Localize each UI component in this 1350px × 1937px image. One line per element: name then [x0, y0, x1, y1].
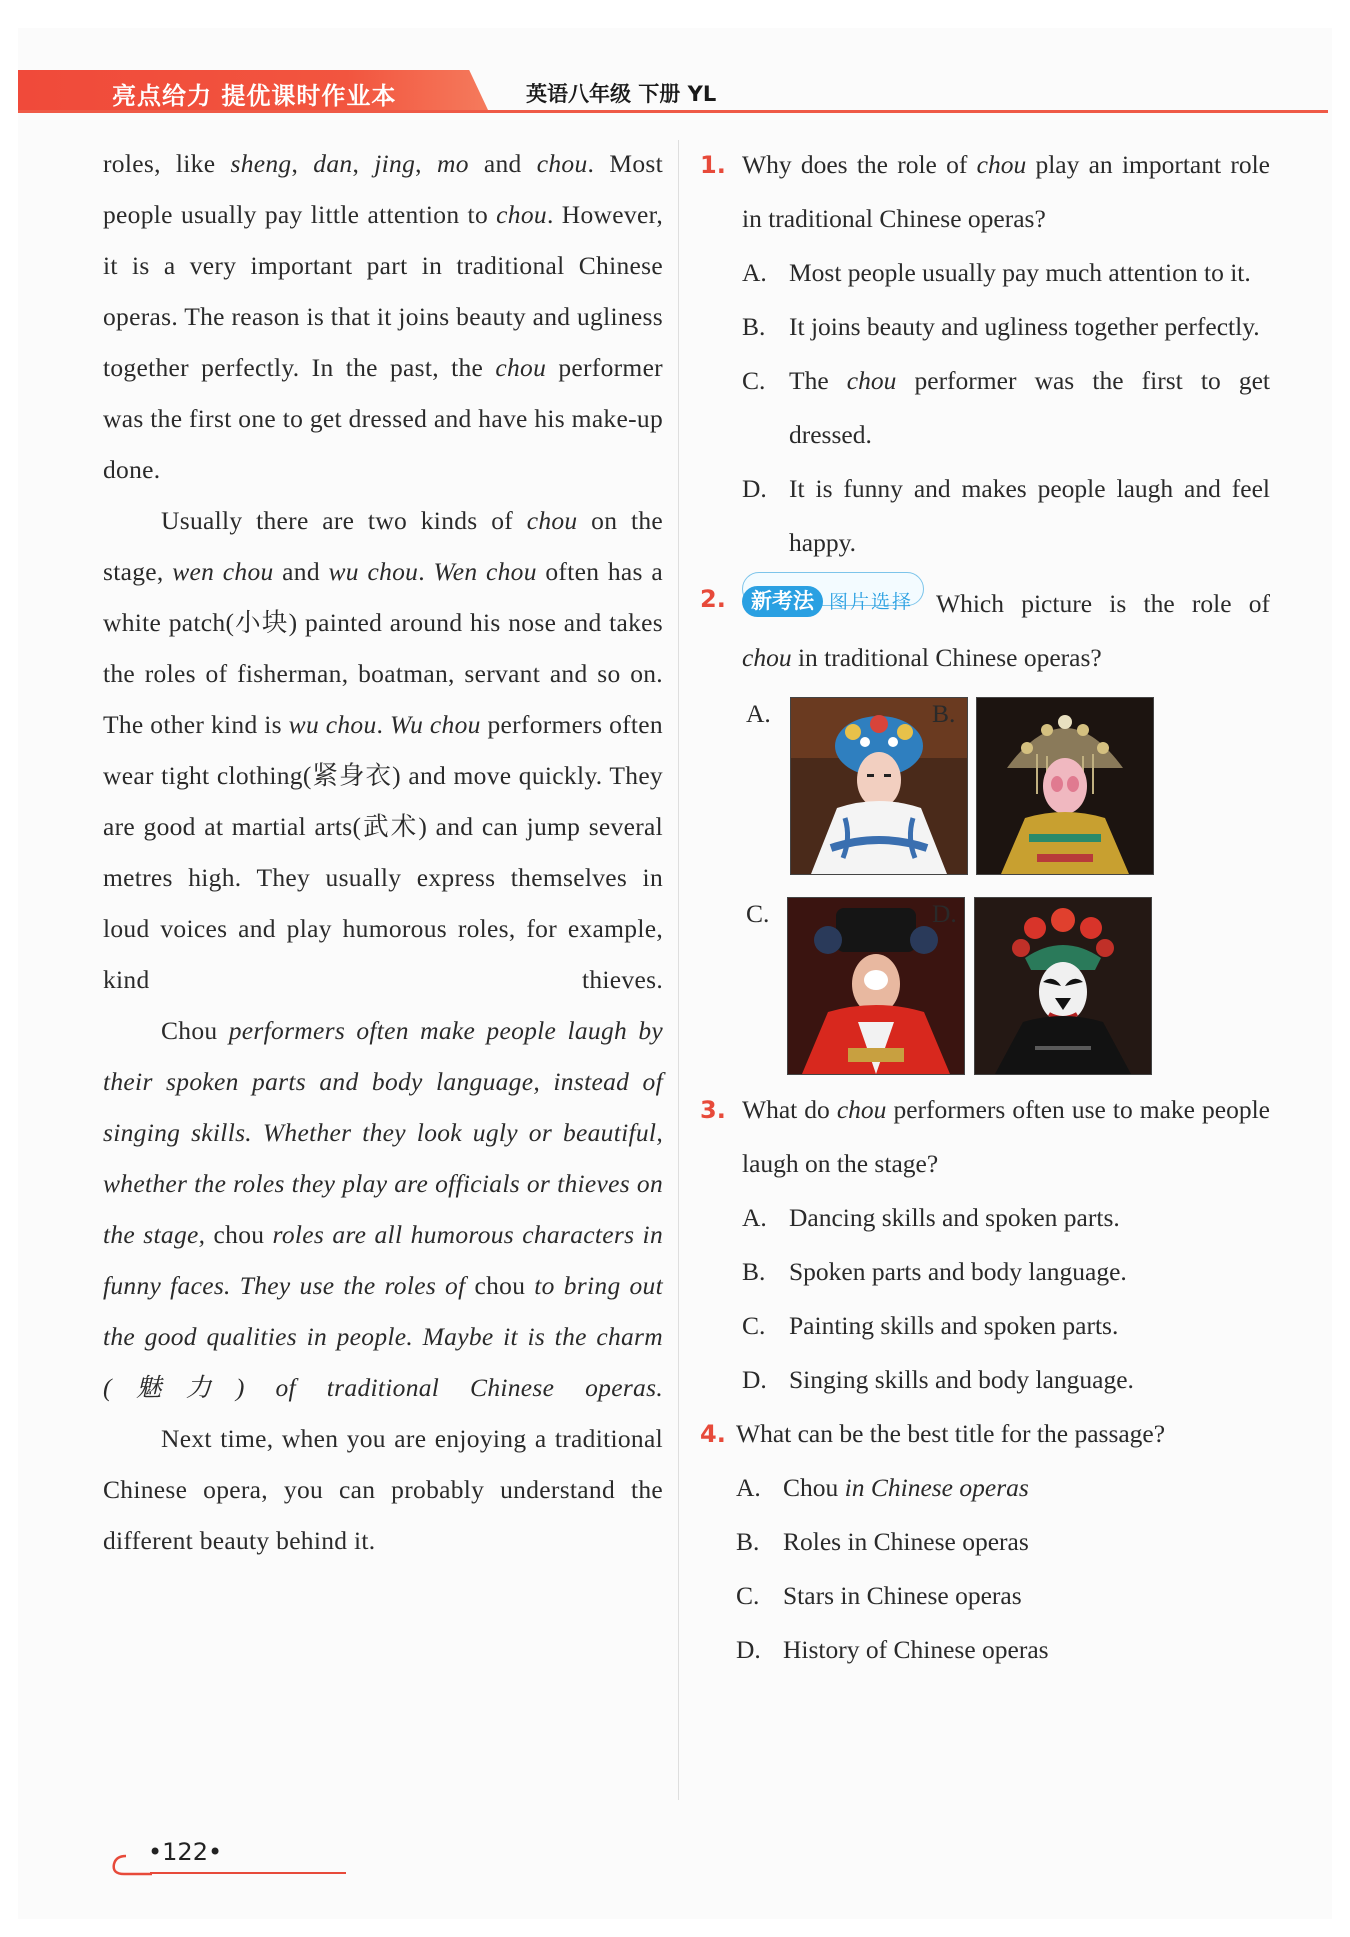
option-d[interactable]	[742, 462, 1270, 570]
page-header	[18, 70, 1328, 112]
book-info: 英语八年级 下册 YL	[526, 82, 717, 106]
option-letter: A.	[742, 1203, 767, 1232]
italic-term: in Chinese operas	[838, 1473, 1029, 1502]
reading-passage	[103, 138, 663, 1566]
option-a[interactable]	[736, 1461, 1270, 1515]
italic-term: wen chou	[172, 557, 274, 586]
option-letter: C.	[742, 366, 766, 395]
option-text: Spoken parts and body language.	[789, 1257, 1127, 1286]
italic-term: chou	[495, 353, 547, 382]
option-letter: C.	[746, 899, 770, 928]
picture-options	[742, 691, 1270, 1083]
option-letter: A.	[746, 699, 771, 728]
option-b[interactable]	[742, 300, 1270, 354]
option-b-picture[interactable]	[976, 697, 1154, 875]
question-number: 3.	[700, 1096, 726, 1124]
italic-term: chou	[742, 643, 792, 672]
italic-term: chou	[846, 366, 897, 395]
passage-paragraph-4: Next time, when you are enjoying a traditional Chinese opera, you can probably understand the different beauty behind it.	[103, 1424, 663, 1555]
question-number: 1.	[700, 151, 726, 179]
option-text: It is funny and makes people laugh and feel happy.	[789, 474, 1270, 557]
badge-label: 新考法	[742, 586, 823, 617]
passage-paragraph-2: Usually there are two kinds of chou on the stage, wen chou and wu chou. Wen chou often has a white patch(小块) painted around his nose and takes the roles of fisherman, boatman, servant and so on. The other kind is wu chou. Wu chou performers often wear tight clothing(紧身衣) and move quickly. They are good at martial arts(武术) and can jump several metres high. They usually express themselves in loud voices and play humorous roles, for example, kind thieves.	[103, 506, 663, 994]
option-text: Most people usually pay much attention to it.	[789, 258, 1251, 287]
option-text: It joins beauty and ugliness together perfectly.	[789, 312, 1260, 341]
option-letter: D.	[742, 1365, 767, 1394]
question-stem: What can be the best title for the passage?	[736, 1419, 1166, 1448]
italic-term: chou	[536, 149, 588, 178]
option-letter: D.	[736, 1635, 761, 1664]
question-3	[700, 1083, 1270, 1407]
answer-options	[742, 246, 1270, 570]
option-text: Roles in Chinese operas	[783, 1527, 1029, 1556]
italic-term: roles are all humorous characters in funny faces. They use the roles of	[103, 1220, 663, 1300]
answer-options	[742, 1191, 1270, 1407]
italic-term: chou	[496, 200, 547, 229]
italic-term: Wen chou	[433, 557, 537, 586]
option-text: Chou in Chinese operas	[783, 1473, 1029, 1502]
passage-paragraph-3: Chou performers often make people laugh by their spoken parts and body language, instead of singing skills. Whether they look ugly or beautiful, whether the roles they play are officials or thieves on the stage, chou roles are all humorous characters in funny faces. They use the roles of chou to bring out the good qualities in people. Maybe it is the charm (魅力) of traditional Chinese operas.	[103, 1016, 663, 1402]
italic-term: chou	[976, 150, 1027, 179]
question-4	[700, 1407, 1270, 1677]
option-letter: B.	[932, 699, 956, 728]
option-letter: C.	[736, 1581, 760, 1610]
option-a[interactable]	[742, 1191, 1270, 1245]
option-b[interactable]	[742, 1245, 1270, 1299]
badge-subtitle: 图片选择	[829, 591, 914, 613]
passage-paragraph-1: roles, like sheng, dan, jing, mo and chou. Most people usually pay little attention to chou. However, it is a very important part in traditional Chinese operas. The reason is that it joins beauty and ugliness together perfectly. In the past, the chou performer was the first one to get dressed and have his make-up done.	[103, 149, 664, 484]
option-a[interactable]	[742, 246, 1270, 300]
option-letter: D.	[932, 899, 957, 928]
option-letter: B.	[736, 1527, 760, 1556]
new-exam-badge	[742, 572, 924, 613]
questions-section	[700, 138, 1270, 1677]
question-stem: Why does the role of chou play an important role in traditional Chinese operas?	[742, 150, 1270, 233]
italic-term: chou	[526, 506, 578, 535]
option-text: Painting skills and spoken parts.	[789, 1311, 1119, 1340]
option-letter: B.	[742, 312, 766, 341]
stem-text: Which picture is the role of chou in traditional Chinese operas?	[742, 589, 1270, 672]
question-stem: What do chou performers often use to make people laugh on the stage?	[742, 1095, 1270, 1178]
question-2	[700, 572, 1270, 1083]
italic-term: performers often make people laugh by their spoken parts and body language, instead of singing skills. Whether they look ugly or beautiful, whether the roles they play are officials or thieves on the stage,	[103, 1016, 663, 1249]
option-text: Stars in Chinese operas	[783, 1581, 1022, 1610]
italic-term: to bring out the good qualities in people. Maybe it is the charm (魅力) of traditional Chinese operas.	[103, 1271, 663, 1402]
question-number: 4.	[700, 1420, 726, 1448]
option-c[interactable]	[742, 354, 1270, 462]
italic-term: mo	[436, 149, 469, 178]
option-c[interactable]	[742, 1299, 1270, 1353]
option-letter: A.	[742, 258, 767, 287]
option-d[interactable]	[736, 1623, 1270, 1677]
option-text: Dancing skills and spoken parts.	[789, 1203, 1120, 1232]
option-letter: D.	[742, 474, 767, 503]
header-rule	[18, 110, 1328, 113]
italic-term: wu chou	[288, 710, 377, 739]
question-stem	[742, 572, 1270, 685]
option-b[interactable]	[736, 1515, 1270, 1569]
italic-term: sheng	[230, 149, 292, 178]
italic-term: chou	[836, 1095, 887, 1124]
page-number-text: •122•	[148, 1838, 223, 1866]
option-d[interactable]	[742, 1353, 1270, 1407]
option-letter: A.	[736, 1473, 761, 1502]
option-c[interactable]	[736, 1569, 1270, 1623]
italic-term: dan	[313, 149, 353, 178]
italic-term: jing	[374, 149, 416, 178]
option-text: Singing skills and body language.	[789, 1365, 1134, 1394]
series-title: 亮点给力 提优课时作业本	[112, 82, 397, 110]
page-number-underline	[150, 1872, 346, 1874]
question-number: 2.	[700, 585, 726, 613]
column-divider	[678, 140, 679, 1800]
option-text: History of Chinese operas	[783, 1635, 1049, 1664]
option-d-picture[interactable]	[974, 897, 1152, 1075]
option-letter: B.	[742, 1257, 766, 1286]
option-letter: C.	[742, 1311, 766, 1340]
answer-options	[736, 1461, 1270, 1677]
italic-term: wu chou	[328, 557, 419, 586]
opera-performer-d-image	[975, 898, 1151, 1074]
opera-performer-b-image	[977, 698, 1153, 874]
option-text: The chou performer was the first to get dressed.	[789, 366, 1270, 449]
italic-term: Wu chou	[389, 710, 481, 739]
question-1	[700, 138, 1270, 570]
